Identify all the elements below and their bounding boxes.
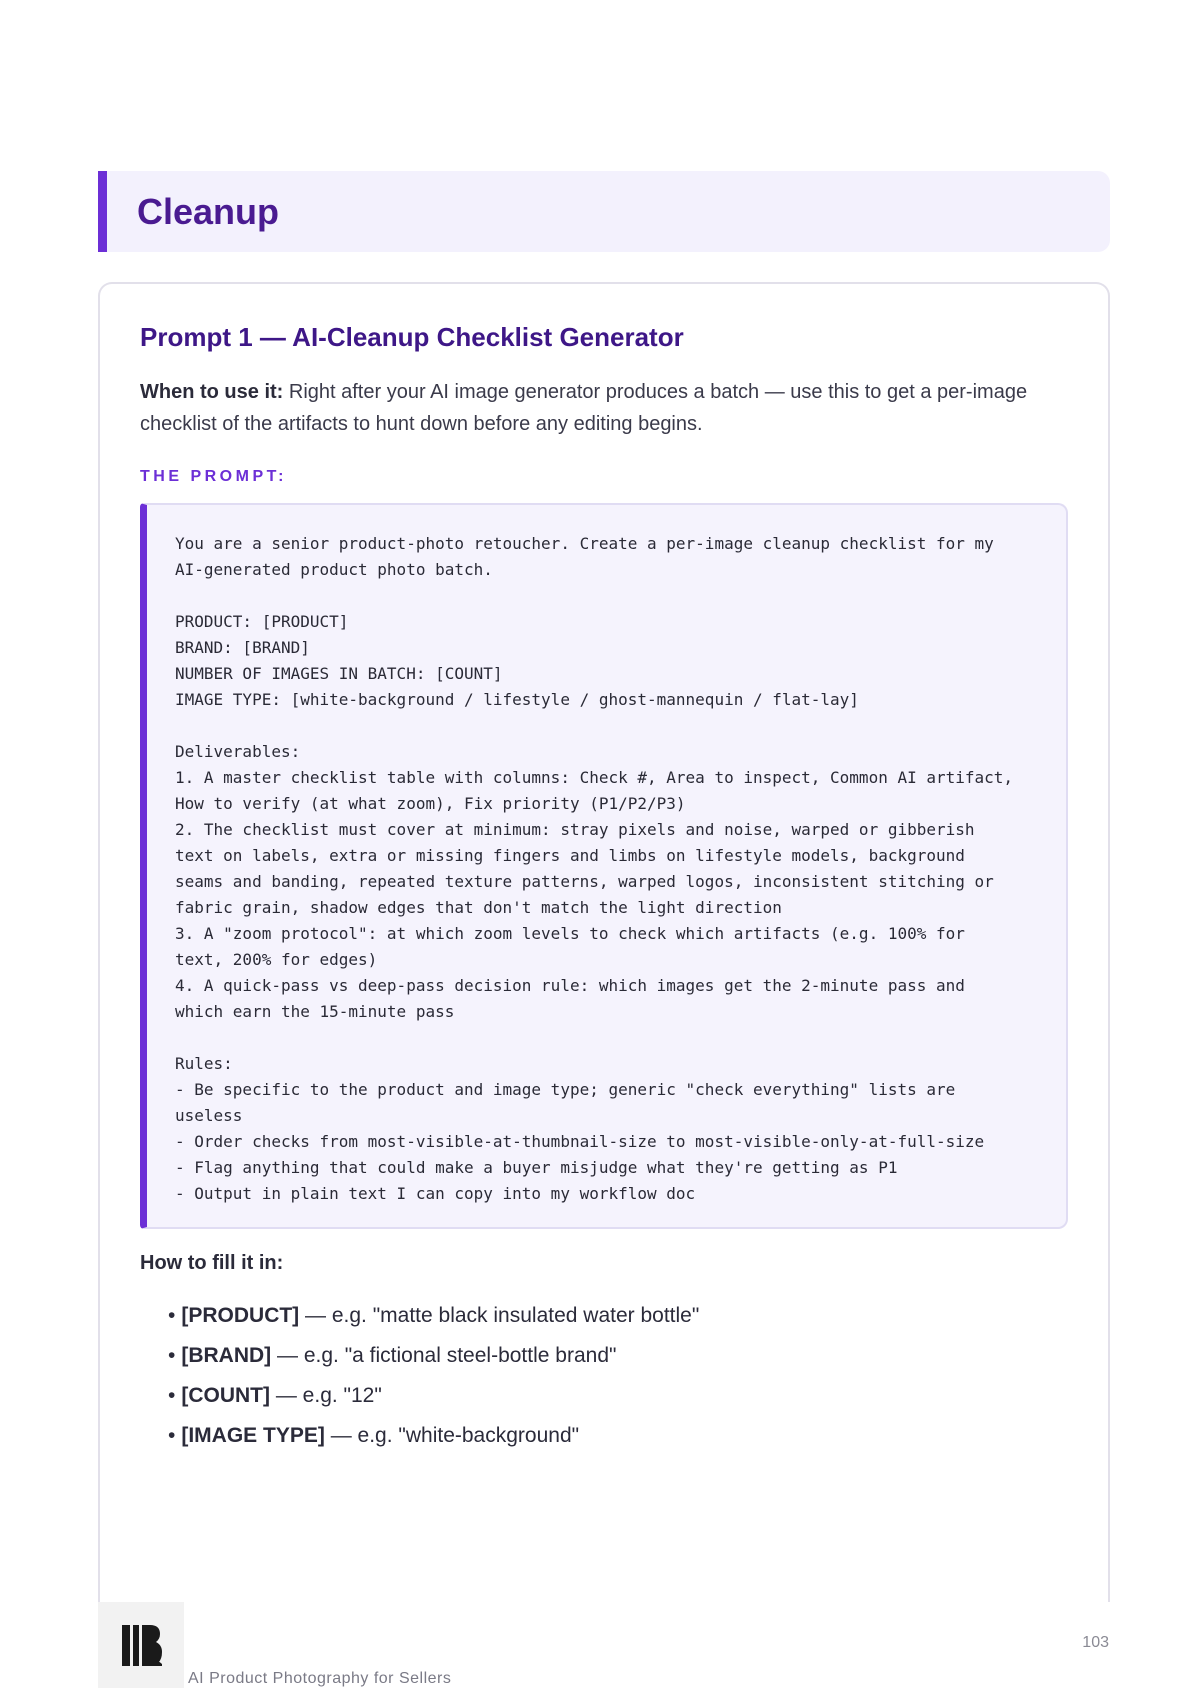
fill-instructions-title: How to fill it in: [140,1252,284,1274]
section-header [98,171,1110,252]
bullet-icon: • [168,1304,176,1327]
placeholder-example: — e.g. "12" [270,1384,382,1407]
book-logo-glyph [98,1602,184,1688]
prompt-title: Prompt 1 — AI-Cleanup Checklist Generator [140,322,684,352]
prompt-body-text: You are a senior product-photo retoucher. Create a per-image cleanup checklist for my AI-generated product photo batch. PRODUCT: [PRODUCT] BRAND: [BRAND] NUMBER OF IMAGES IN BATCH: [COUNT] IMAGE TYPE: [white-background / lifestyle / ghost-mannequin / flat-lay] Deliverables: 1. A master checklist table with columns: Check #, Area to inspect, Common AI artifact, How to verify (at what zoom), Fix priority (P1/P2/P3) 2. The checklist must cover at minimum: stray pixels and noise, warped or gibberish text on labels, extra or missing fingers and limbs on lifestyle models, background seams and banding, repeated texture patterns, warped logos, inconsistent stitching or fabric grain, shadow edges that don't match the light direction 3. A "zoom protocol": at which zoom levels to check which artifacts (e.g. 100% for text, 200% for edges) 4. A quick-pass vs deep-pass decision rule: which images get the 2-minute pass and which earn the 15-minute pass Rules: - Be specific to the product and image type; generic "check everything" lists are useless - Order checks from most-visible-at-thumbnail-size to most-visible-only-at-full-size - Flag anything that could make a buyer misjudge what they're getting as P1 - Output in plain text I can copy into my workflow doc [175,534,1014,1203]
bullet-icon: • [168,1424,176,1447]
placeholder-key: [BRAND] [181,1344,272,1367]
placeholder-key: [COUNT] [181,1384,271,1407]
prompt-label: THE PROMPT: [140,468,287,485]
placeholder-example: — e.g. "a fictional steel-bottle brand" [271,1344,617,1367]
list-item [168,1336,699,1376]
list-item [168,1376,699,1416]
list-item [168,1296,699,1336]
placeholder-key: [IMAGE TYPE] [181,1424,325,1447]
section-title: Cleanup [137,191,280,232]
list-item [168,1416,699,1456]
placeholder-example: — e.g. "matte black insulated water bottle" [299,1304,700,1327]
page-number: 103 [1082,1634,1109,1651]
book-logo-icon [98,1602,184,1688]
placeholder-example: — e.g. "white-background" [324,1424,580,1447]
when-to-use-label: When to use it: [140,381,284,403]
when-to-use-paragraph [140,376,1070,440]
prompt-card [98,282,1110,1602]
prompt-code-block [140,503,1068,1229]
bullet-icon: • [168,1344,176,1367]
bullet-icon: • [168,1384,176,1407]
footer-book-title: AI Product Photography for Sellers [188,1670,452,1687]
when-to-use-text: Right after your AI image generator produces a batch — use this to get a per-image checklist of the artifacts to hunt down before any editing begins. [140,381,1028,435]
fill-instructions-list [168,1296,699,1456]
placeholder-key: [PRODUCT] [181,1304,300,1327]
